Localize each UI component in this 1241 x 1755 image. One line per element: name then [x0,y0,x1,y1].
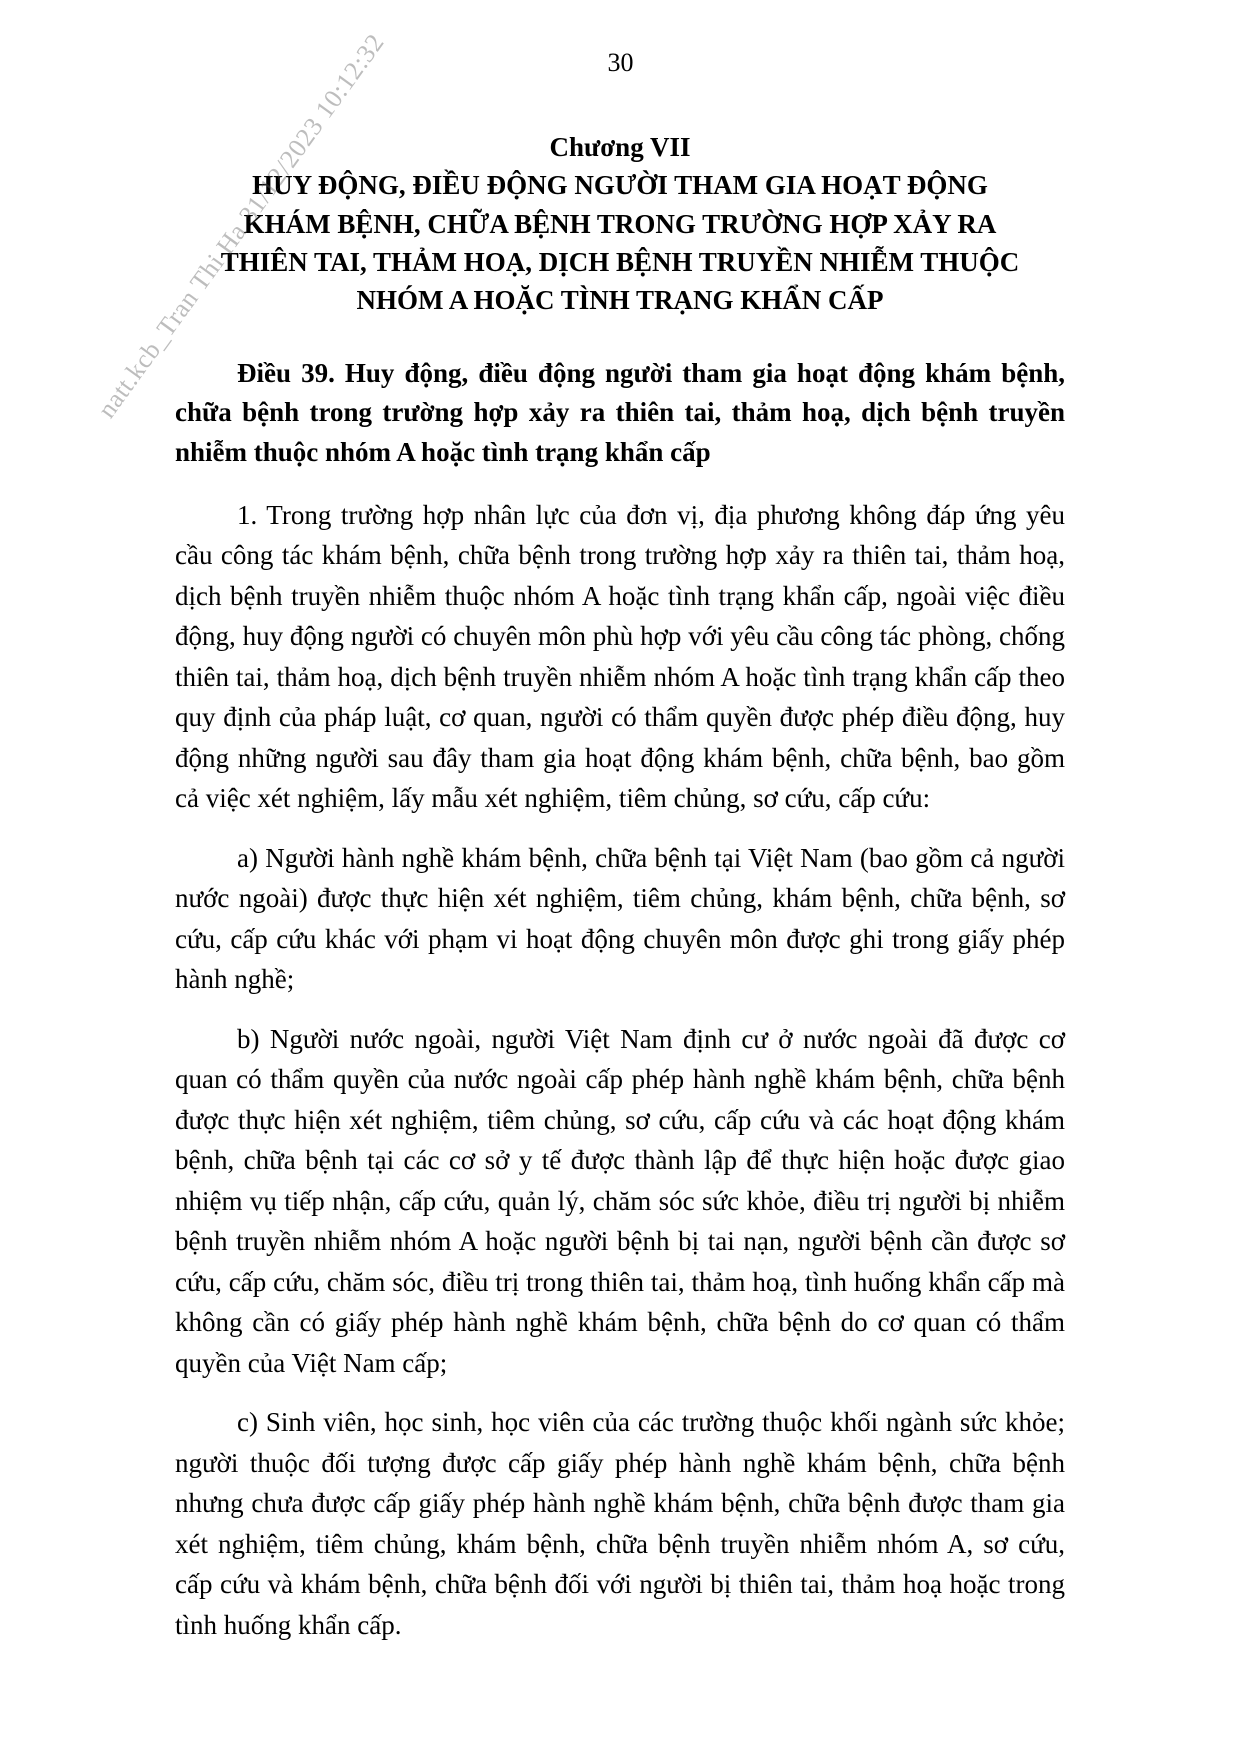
document-content [175,128,1065,1645]
article-paragraph-c: c) Sinh viên, học sinh, học viên của các trường thuộc khối ngành sức khỏe; người thuộc đối tượng được cấp giấy phép hành nghề khám bệnh, chữa bệnh nhưng chưa được cấp giấy phép hành nghề khám bệnh, chữa bệnh được tham gia xét nghiệm, tiêm chủng, khám bệnh, chữa bệnh truyền nhiễm nhóm A, sơ cứu, cấp cứu và khám bệnh, chữa bệnh đối với người bị thiên tai, thảm hoạ hoặc trong tình huống khẩn cấp. [175,1407,1065,1640]
article-heading: Điều 39. Huy động, điều động người tham gia hoạt động khám bệnh, chữa bệnh trong trường hợp xảy ra thiên tai, thảm hoạ, dịch bệnh truyền nhiễm thuộc nhóm A hoặc tình trạng khẩn cấp [175,357,1065,468]
page-number: 30 [607,48,634,77]
chapter-title-line-2: KHÁM BỆNH, CHỮA BỆNH TRONG TRƯỜNG HỢP XẢY RA [243,208,997,239]
article-paragraph-1: 1. Trong trường hợp nhân lực của đơn vị, địa phương không đáp ứng yêu cầu công tác khám bệnh, chữa bệnh trong trường hợp xảy ra thiên tai, thảm hoạ, dịch bệnh truyền nhiễm thuộc nhóm A hoặc tình trạng khẩn cấp, ngoài việc điều động, huy động người có chuyên môn phù hợp với yêu cầu công tác phòng, chống thiên tai, thảm hoạ, dịch bệnh truyền nhiễm nhóm A hoặc tình trạng khẩn cấp theo quy định của pháp luật, cơ quan, người có thẩm quyền được phép điều động, huy động những người sau đây tham gia hoạt động khám bệnh, chữa bệnh, bao gồm cả việc xét nghiệm, lấy mẫu xét nghiệm, tiêm chủng, sơ cứu, cấp cứu: [175,499,1065,814]
article-paragraph-a: a) Người hành nghề khám bệnh, chữa bệnh tại Việt Nam (bao gồm cả người nước ngoài) được thực hiện xét nghiệm, tiêm chủng, khám bệnh, chữa bệnh, sơ cứu, cấp cứu khác với phạm vi hoạt động chuyên môn được ghi trong giấy phép hành nghề; [175,842,1065,995]
chapter-title-line-3: THIÊN TAI, THẢM HOẠ, DỊCH BỆNH TRUYỀN NHIỄM THUỘC [220,246,1020,277]
chapter-title-line-4: NHÓM A HOẶC TÌNH TRẠNG KHẨN CẤP [356,285,884,316]
watermark-text: natt.kcb_Tran Thi Ha 31/12/2023 10:12:32 [91,28,390,424]
chapter-label: Chương VII [549,132,691,162]
article-paragraph-b: b) Người nước ngoài, người Việt Nam định cư ở nước ngoài đã được cơ quan có thẩm quyền của nước ngoài cấp phép hành nghề khám bệnh, chữa bệnh được thực hiện xét nghiệm, tiêm chủng, sơ cứu, cấp cứu và các hoạt động khám bệnh, chữa bệnh tại các cơ sở y tế được thành lập để thực hiện hoặc được giao nhiệm vụ tiếp nhận, cấp cứu, quản lý, chăm sóc sức khỏe, điều trị người bị nhiễm bệnh truyền nhiễm nhóm A hoặc người bệnh bị tai nạn, người bệnh cần được sơ cứu, cấp cứu, chăm sóc, điều trị trong thiên tai, thảm hoạ, tình huống khẩn cấp mà không cần có giấy phép hành nghề khám bệnh, chữa bệnh do cơ quan có thẩm quyền của Việt Nam cấp; [175,1023,1065,1378]
chapter-title [175,166,1065,319]
chapter-title-line-1: HUY ĐỘNG, ĐIỀU ĐỘNG NGƯỜI THAM GIA HOẠT ĐỘNG [252,170,988,201]
